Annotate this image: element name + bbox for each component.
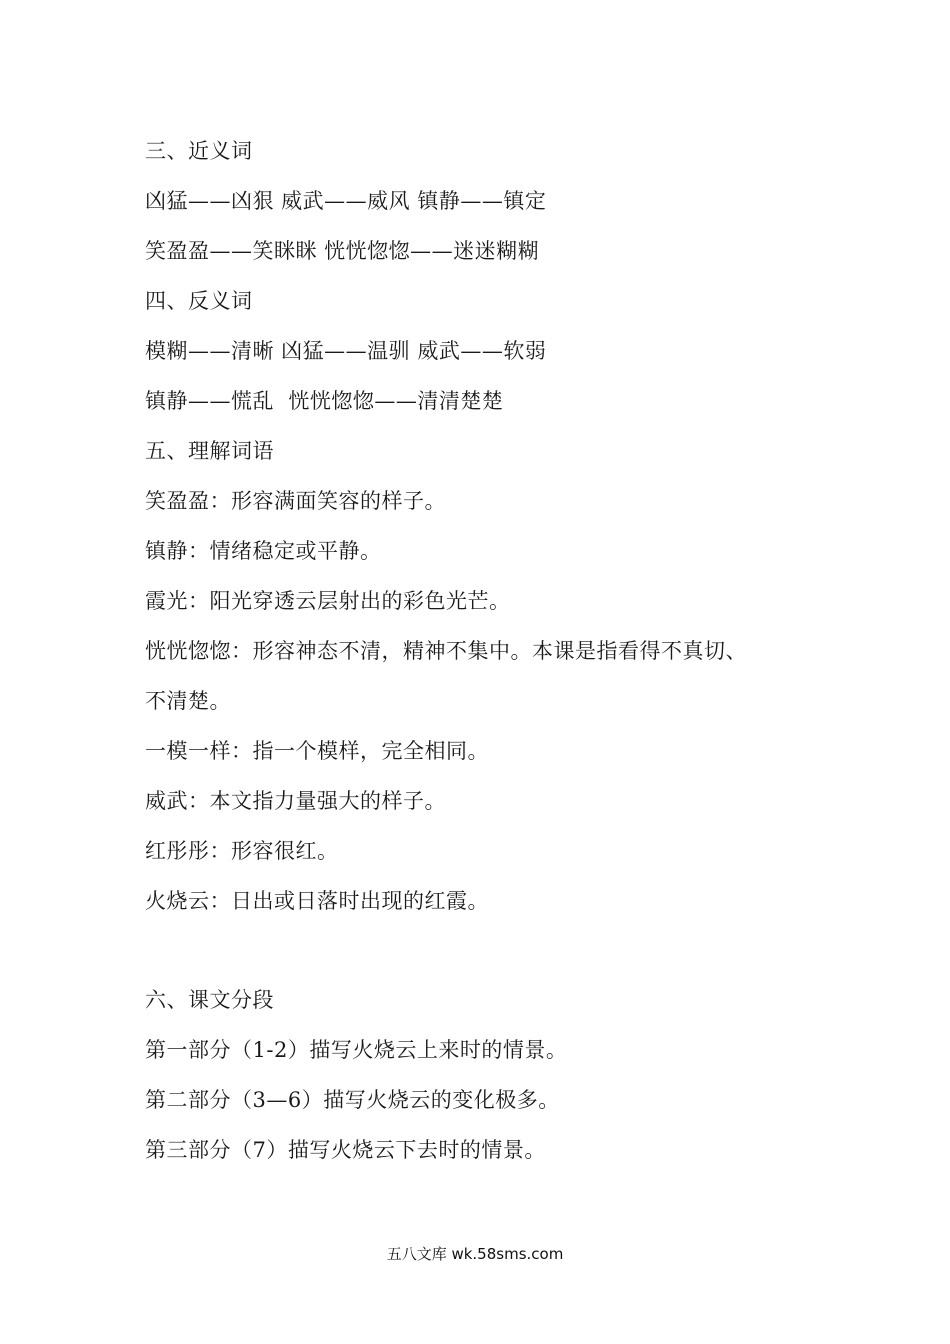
definition-line: 威武：本文指力量强大的样子。 <box>145 789 446 813</box>
section-line: 第二部分（3—6）描写火烧云的变化极多。 <box>145 1088 560 1112</box>
heading-antonyms: 四、反义词 <box>145 289 253 313</box>
heading-word-meanings: 五、理解词语 <box>145 439 274 463</box>
antonyms-line-2: 镇静——慌乱 恍恍惚惚——清清楚楚 <box>145 389 504 413</box>
definition-line: 火烧云：日出或日落时出现的红霞。 <box>145 889 489 913</box>
definition-line: 恍恍惚惚：形容神态不清，精神不集中。本课是指看得不真切、 <box>145 639 747 663</box>
heading-text-sections: 六、课文分段 <box>145 988 274 1012</box>
definition-line: 镇静：情绪稳定或平静。 <box>145 539 382 563</box>
definition-line: 一模一样：指一个模样，完全相同。 <box>145 739 489 763</box>
synonyms-line-1: 凶猛——凶狠 威武——威风 镇静——镇定 <box>145 189 547 213</box>
definition-line-continued: 不清楚。 <box>145 689 231 713</box>
synonyms-line-2: 笑盈盈——笑眯眯 恍恍惚惚——迷迷糊糊 <box>145 239 540 263</box>
section-line: 第一部分（1-2）描写火烧云上来时的情景。 <box>145 1038 568 1062</box>
section-line: 第三部分（7）描写火烧云下去时的情景。 <box>145 1138 546 1162</box>
definition-line: 霞光：阳光穿透云层射出的彩色光芒。 <box>145 589 511 613</box>
definition-line: 红彤彤：形容很红。 <box>145 839 339 863</box>
antonyms-line-1: 模糊——清晰 凶猛——温驯 威武——软弱 <box>145 339 547 363</box>
page-footer: 五八文库 wk.58sms.com <box>386 1245 564 1263</box>
definition-line: 笑盈盈：形容满面笑容的样子。 <box>145 489 446 513</box>
heading-synonyms: 三、近义词 <box>145 139 253 163</box>
